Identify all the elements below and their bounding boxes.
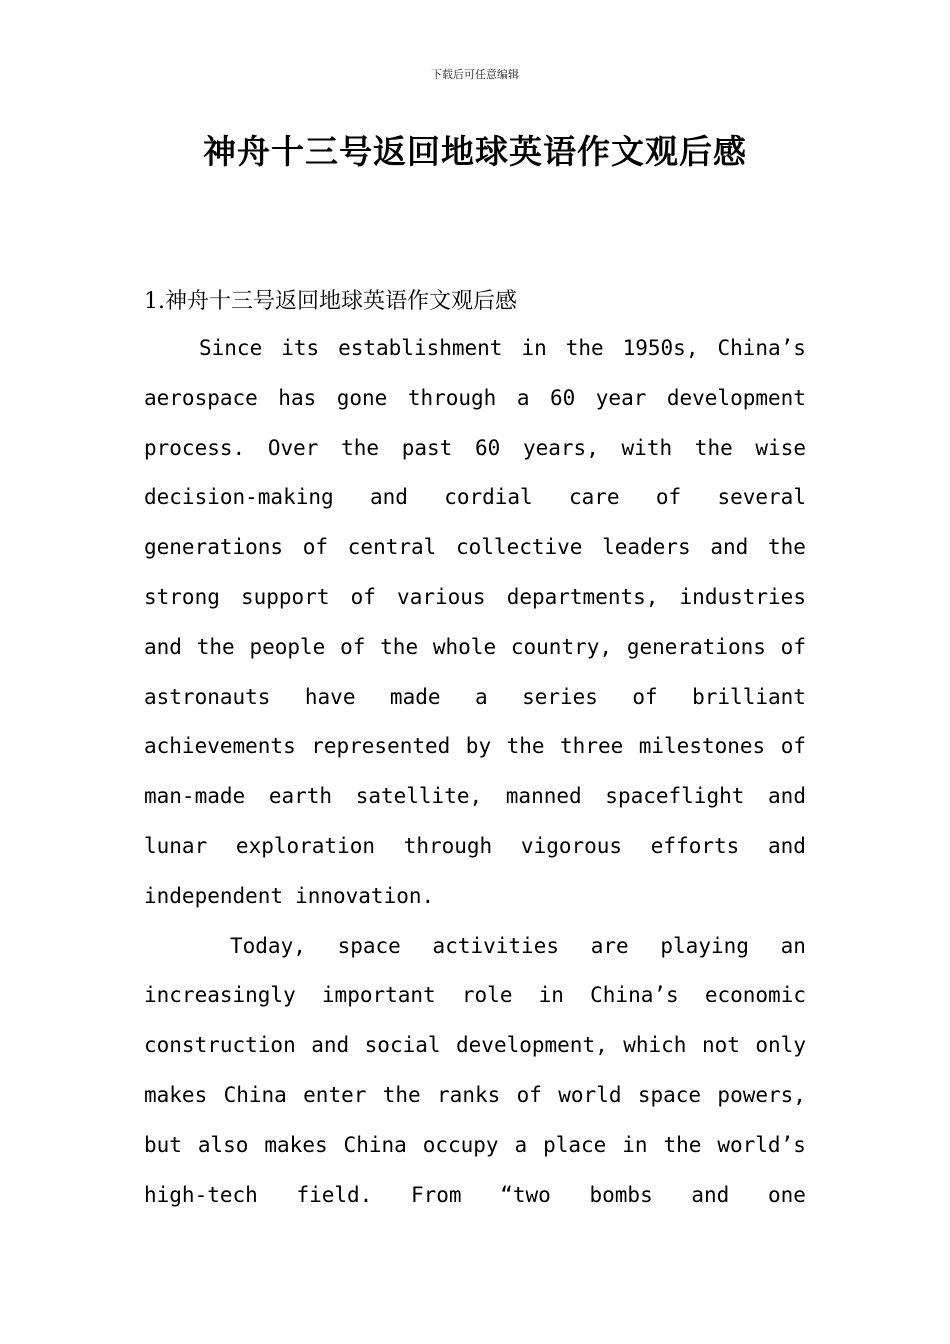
text-line: strong support of various departments, industries <box>144 584 806 609</box>
text-line: construction and social development, which not only <box>144 1033 806 1058</box>
text-line: aerospace has gone through a 60 year development <box>144 385 806 410</box>
text-line: man-made earth satellite, manned spaceflight and <box>144 784 806 809</box>
text-line: makes China enter the ranks of world space powers, <box>144 1082 806 1107</box>
text-line: Since its establishment in the 1950s, China’s <box>199 336 806 360</box>
text-line: decision-making and cordial care of several <box>144 485 806 510</box>
text-line: generations of central collective leaders and the <box>144 535 806 560</box>
text-line: independent innovation. <box>144 883 435 908</box>
text-line: achievements represented by the three milestones of <box>144 734 806 759</box>
text-line: lunar exploration through vigorous efforts and <box>144 833 806 858</box>
section-heading: 1.神舟十三号返回地球英语作文观后感 <box>144 289 517 314</box>
text-line: astronauts have made a series of brilliant <box>144 684 806 709</box>
document-body <box>144 324 806 1220</box>
text-line: increasingly important role in China’s economic <box>144 983 806 1008</box>
text-line: Today, space activities are playing an <box>230 933 806 958</box>
paragraph <box>144 922 806 1221</box>
text-line: high-tech field. From “two bombs and one <box>144 1182 806 1207</box>
document-title: 神舟十三号返回地球英语作文观后感 <box>203 132 747 171</box>
header-note: 下载后可任意编辑 <box>431 68 519 81</box>
text-line: but also makes China occupy a place in the world’s <box>144 1132 806 1157</box>
text-line: and the people of the whole country, generations of <box>144 634 806 659</box>
paragraph <box>144 324 806 922</box>
text-line: process. Over the past 60 years, with the wise <box>144 435 806 460</box>
